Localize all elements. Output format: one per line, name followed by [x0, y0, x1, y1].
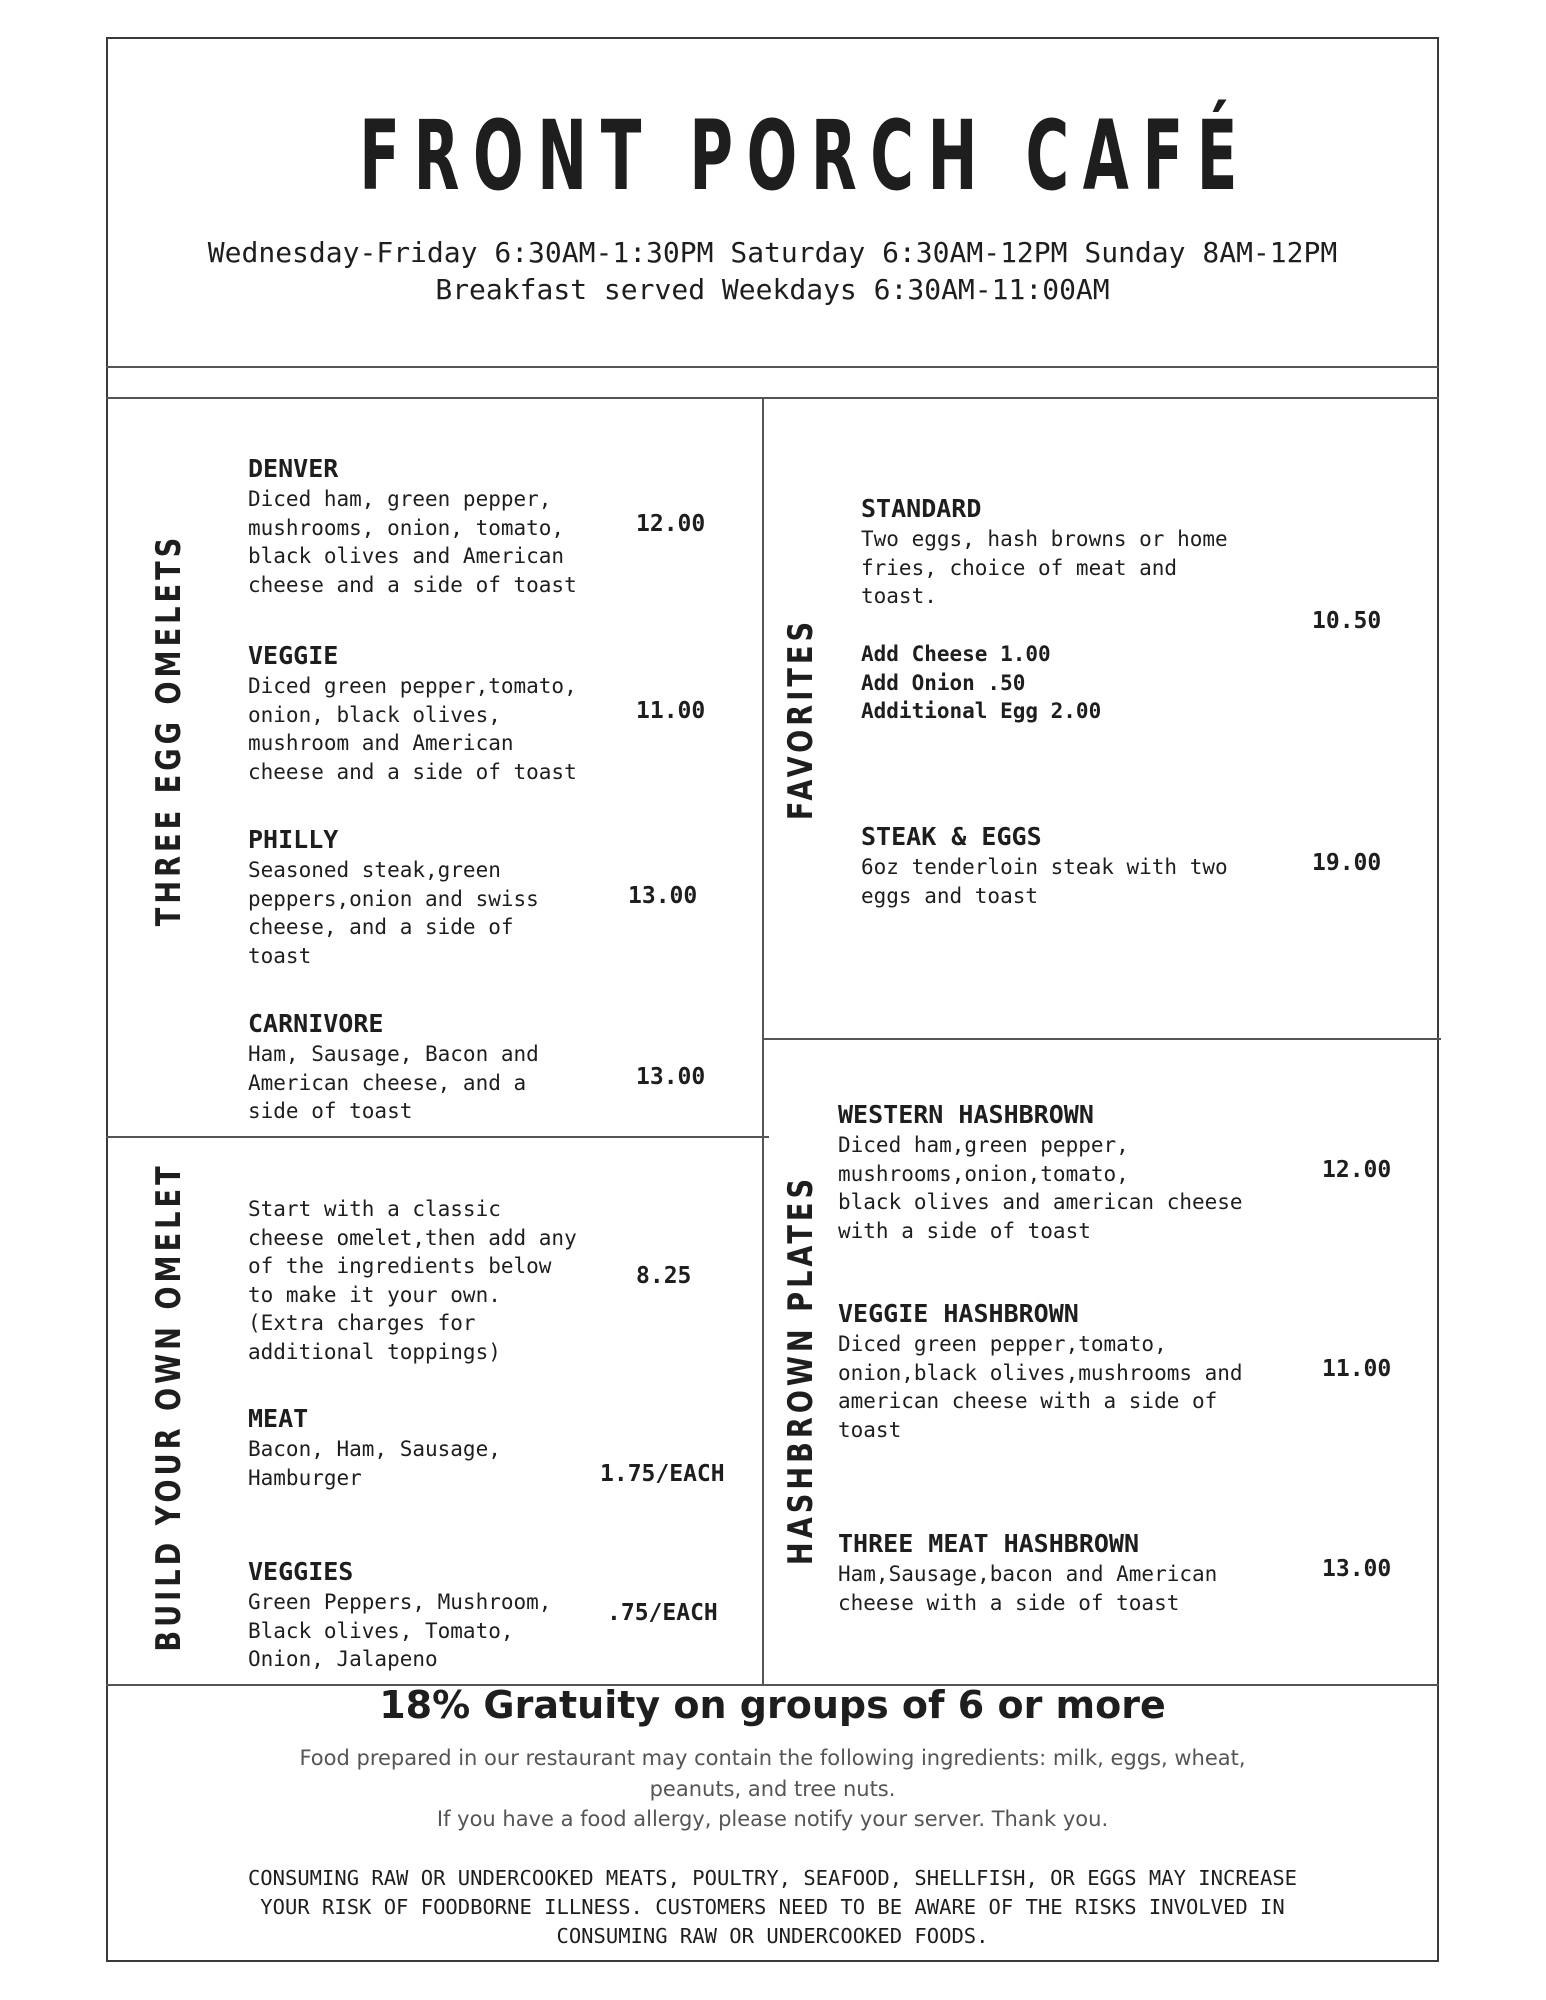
column-divider	[762, 398, 764, 1684]
allergy-notice-line2: peanuts, and tree nuts.	[649, 1777, 896, 1801]
item-description: Bacon, Ham, Sausage, Hamburger	[248, 1437, 501, 1490]
item-name: DENVER	[248, 454, 339, 483]
item-description: 6oz tenderloin steak with two eggs and toast	[861, 855, 1228, 908]
build-your-own-price: 8.25	[636, 1263, 692, 1289]
item-description: Diced green pepper,tomato, onion,black olives,mushrooms and american cheese with a side of toast	[838, 1332, 1243, 1442]
gratuity-notice: 18% Gratuity on groups of 6 or more	[379, 1683, 1166, 1727]
item-description: Ham, Sausage, Bacon and American cheese, and a side of toast	[248, 1042, 539, 1123]
item-name: THREE MEAT HASHBROWN	[838, 1529, 1140, 1558]
consumption-warning-line1: CONSUMING RAW OR UNDERCOOKED MEATS, POULTRY, SEAFOOD, SHELLFISH, OR EGGS MAY INCREASE	[247, 1866, 1298, 1890]
item-description: Diced green pepper,tomato, onion, black olives, mushroom and American cheese and a side of toast	[248, 674, 577, 784]
item-price: 13.00	[1322, 1556, 1392, 1582]
item-description: Two eggs, hash browns or home fries, choice of meat and toast.	[861, 527, 1228, 608]
section-heading-build-your-own: BUILD YOUR OWN OMELET	[149, 1162, 189, 1652]
cafe-title: FRONT PORCH CAFÉ	[359, 100, 1252, 212]
allergy-notice-line3: If you have a food allergy, please notify your server. Thank you.	[436, 1807, 1109, 1831]
addon-egg: Additional Egg 2.00	[861, 699, 1102, 723]
right-section-divider	[762, 1038, 1441, 1040]
item-name: MEAT	[248, 1404, 309, 1433]
item-price: 11.00	[636, 698, 706, 724]
item-price: 13.00	[628, 883, 698, 909]
item-description: Ham,Sausage,bacon and American cheese with a side of toast	[838, 1562, 1218, 1615]
item-price: 12.00	[636, 511, 706, 537]
addon-onion: Add Onion .50	[861, 671, 1026, 695]
item-name: STANDARD	[861, 494, 982, 523]
item-price: 1.75/EACH	[600, 1461, 725, 1487]
item-name: VEGGIE HASHBROWN	[838, 1299, 1079, 1328]
consumption-warning-line3: CONSUMING RAW OR UNDERCOOKED FOODS.	[556, 1924, 989, 1948]
section-heading-omelets: THREE EGG OMELETS	[149, 533, 189, 927]
item-name: STEAK & EGGS	[861, 822, 1042, 851]
item-description: Diced ham,green pepper, mushrooms,onion,tomato, black olives and american cheese with a side of toast	[838, 1133, 1243, 1243]
item-description: Green Peppers, Mushroom, Black olives, Tomato, Onion, Jalapeno	[248, 1590, 552, 1671]
item-price: 10.50	[1312, 608, 1382, 634]
section-heading-hashbrown: HASHBROWN PLATES	[781, 1174, 821, 1566]
item-name: VEGGIES	[248, 1557, 354, 1586]
addon-cheese: Add Cheese 1.00	[861, 642, 1051, 666]
hours-line: Wednesday-Friday 6:30AM-1:30PM Saturday 6:30AM-12PM Sunday 8AM-12PM	[207, 236, 1338, 269]
item-description: Seasoned steak,green peppers,onion and swiss cheese, and a side of toast	[248, 858, 539, 968]
consumption-warning-line2: YOUR RISK OF FOODBORNE ILLNESS. CUSTOMERS NEED TO BE AWARE OF THE RISKS INVOLVED IN	[260, 1895, 1285, 1919]
header-divider-top	[106, 366, 1439, 368]
item-price: 11.00	[1322, 1356, 1392, 1382]
item-name: CARNIVORE	[248, 1009, 384, 1038]
section-heading-favorites: FAVORITES	[781, 617, 821, 821]
item-price: 12.00	[1322, 1157, 1392, 1183]
breakfast-hours-line: Breakfast served Weekdays 6:30AM-11:00AM	[435, 273, 1110, 306]
item-name: WESTERN HASHBROWN	[838, 1100, 1094, 1129]
header-divider-bottom	[106, 397, 1439, 399]
item-price: 13.00	[636, 1064, 706, 1090]
item-name: VEGGIE	[248, 641, 339, 670]
item-name: PHILLY	[248, 825, 339, 854]
item-price: .75/EACH	[607, 1600, 718, 1626]
item-price: 19.00	[1312, 850, 1382, 876]
left-section-divider	[106, 1136, 769, 1138]
item-description: Diced ham, green pepper, mushrooms, onion, tomato, black olives and American cheese and a side of toast	[248, 487, 577, 597]
build-your-own-intro: Start with a classic cheese omelet,then add any of the ingredients below to make it your own. (Extra charges for additional toppings)	[248, 1197, 577, 1364]
allergy-notice-line1: Food prepared in our restaurant may contain the following ingredients: milk, eggs, wheat,	[299, 1746, 1246, 1770]
